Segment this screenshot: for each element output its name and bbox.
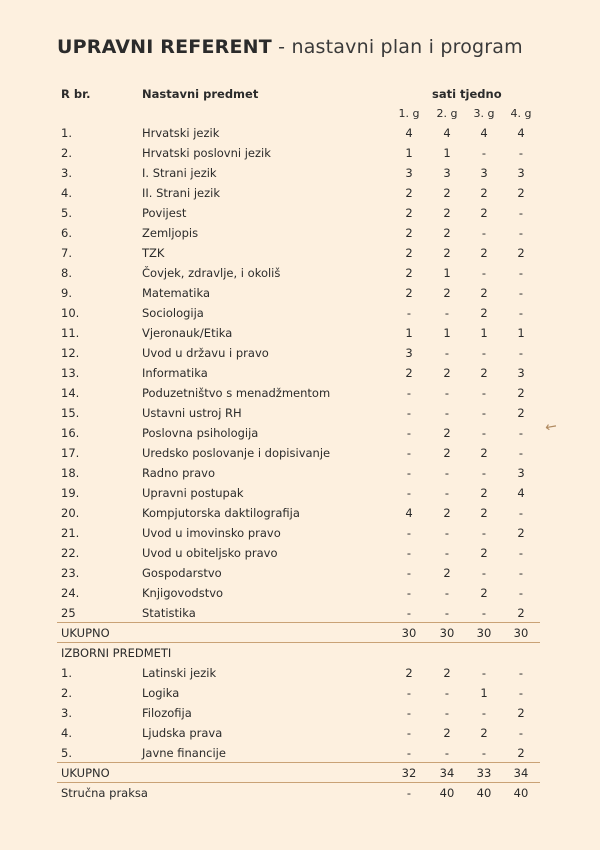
subject-name: TZK: [142, 246, 165, 260]
row-number: 21.: [61, 526, 80, 540]
row-number: 22.: [61, 546, 80, 560]
subject-row: [0, 483, 600, 503]
subject-name: Hrvatski poslovni jezik: [142, 146, 271, 160]
subject-name: Zemljopis: [142, 226, 199, 240]
subject-name: Poduzetništvo s menadžmentom: [142, 386, 331, 400]
subject-name: Logika: [142, 686, 180, 700]
elective-row: [0, 743, 600, 763]
subject-name: Radno pravo: [142, 466, 215, 480]
hours-year-2: 4: [443, 126, 451, 140]
hours-year-4: 2: [517, 746, 525, 760]
hours-year-2: 2: [443, 666, 451, 680]
row-number: 18.: [61, 466, 80, 480]
subject-name: Statistika: [142, 606, 196, 620]
row-number: 19.: [61, 486, 80, 500]
subject-name: Uvod u obiteljsko pravo: [142, 546, 278, 560]
row-number: 11.: [61, 326, 80, 340]
elective-row: [0, 703, 600, 723]
hours-year-4: -: [518, 586, 524, 600]
hours-year-3: 2: [480, 186, 488, 200]
subject-row: [0, 383, 600, 403]
hours-year-4: 2: [517, 246, 525, 260]
subject-name: Uvod u imovinsko pravo: [142, 526, 281, 540]
row-number: 1.: [61, 666, 72, 680]
subject-name: Informatika: [142, 366, 208, 380]
hours-year-1: -: [406, 546, 412, 560]
hours-year-2: -: [444, 346, 450, 360]
hours-year-4: 3: [517, 166, 525, 180]
hours-year-3: -: [481, 266, 487, 280]
practice-label: Stručna praksa: [61, 786, 148, 800]
hours-year-2: -: [444, 746, 450, 760]
hours-year-2: -: [444, 606, 450, 620]
hours-year-4: 3: [517, 366, 525, 380]
hours-year-1: -: [406, 426, 412, 440]
hours-year-3: -: [481, 706, 487, 720]
total-row-2: [0, 763, 600, 783]
hours-year-4: -: [518, 426, 524, 440]
row-number: 7.: [61, 246, 72, 260]
hours-year-2: 2: [443, 206, 451, 220]
hours-year-2: 1: [443, 326, 451, 340]
hours-year-3: -: [481, 526, 487, 540]
subject-name: I. Strani jezik: [142, 166, 217, 180]
row-number: 15.: [61, 406, 80, 420]
subject-row: [0, 583, 600, 603]
hours-year-3: 2: [480, 586, 488, 600]
hours-year-1: 2: [405, 366, 413, 380]
hours-year-4: -: [518, 506, 524, 520]
hours-year-2: 3: [443, 166, 451, 180]
row-number: 9.: [61, 286, 72, 300]
hours-year-4: 2: [517, 706, 525, 720]
hours-year-2: 2: [443, 506, 451, 520]
row-number: 3.: [61, 706, 72, 720]
hours-year-3: 40: [476, 786, 492, 800]
hours-year-3: 33: [476, 766, 492, 780]
subject-row: [0, 603, 600, 623]
hours-year-2: 34: [439, 766, 455, 780]
row-number: 4.: [61, 726, 72, 740]
title-rest: - nastavni plan i program: [271, 36, 523, 58]
hours-year-4: 3: [517, 466, 525, 480]
hours-year-4: 2: [517, 526, 525, 540]
subject-row: [0, 143, 600, 163]
hours-year-2: -: [444, 306, 450, 320]
row-number: 23.: [61, 566, 80, 580]
row-number: 3.: [61, 166, 72, 180]
hours-year-4: -: [518, 266, 524, 280]
hours-year-1: -: [406, 446, 412, 460]
subject-name: Ljudska prava: [142, 726, 223, 740]
subject-row: [0, 123, 600, 143]
col-header-year-4: 4. g: [510, 107, 532, 120]
hours-year-4: 1: [517, 326, 525, 340]
row-number: 4.: [61, 186, 72, 200]
hours-year-2: -: [444, 686, 450, 700]
row-number: 14.: [61, 386, 80, 400]
hours-year-3: -: [481, 226, 487, 240]
hours-year-2: 1: [443, 266, 451, 280]
subject-name: Uvod u državu i pravo: [142, 346, 269, 360]
col-header-year-2: 2. g: [436, 107, 458, 120]
subject-row: [0, 543, 600, 563]
subject-row: [0, 203, 600, 223]
row-number: 13.: [61, 366, 80, 380]
subject-row: [0, 563, 600, 583]
hours-year-1: 2: [405, 226, 413, 240]
hours-year-3: 30: [476, 626, 492, 640]
subject-name: Knjigovodstvo: [142, 586, 224, 600]
hours-year-2: 2: [443, 246, 451, 260]
subject-row: [0, 463, 600, 483]
page-title: [57, 36, 523, 58]
row-number: 10.: [61, 306, 80, 320]
hours-year-2: 2: [443, 286, 451, 300]
hours-year-3: 2: [480, 306, 488, 320]
subject-name: Matematika: [142, 286, 211, 300]
subject-row: [0, 183, 600, 203]
hours-year-2: -: [444, 586, 450, 600]
hours-year-2: 2: [443, 366, 451, 380]
subject-name: Čovjek, zdravlje, i okoliš: [142, 266, 281, 280]
row-number: 2.: [61, 146, 72, 160]
hours-year-3: -: [481, 146, 487, 160]
hours-year-2: -: [444, 406, 450, 420]
subject-name: Latinski jezik: [142, 666, 217, 680]
hours-year-2: 40: [439, 786, 455, 800]
hours-year-2: -: [444, 486, 450, 500]
hours-year-4: -: [518, 346, 524, 360]
subject-row: [0, 343, 600, 363]
row-number: 5.: [61, 206, 72, 220]
hours-year-3: -: [481, 406, 487, 420]
hours-year-4: 34: [513, 766, 529, 780]
subject-row: [0, 223, 600, 243]
subject-name: Upravni postupak: [142, 486, 244, 500]
subject-name: Vjeronauk/Etika: [142, 326, 233, 340]
row-number: 8.: [61, 266, 72, 280]
hours-year-1: -: [406, 466, 412, 480]
total-label: UKUPNO: [61, 626, 110, 640]
row-number: 6.: [61, 226, 72, 240]
hours-year-4: -: [518, 546, 524, 560]
hours-year-1: -: [406, 606, 412, 620]
subject-name: Poslovna psihologija: [142, 426, 259, 440]
hours-year-4: -: [518, 226, 524, 240]
subject-row: [0, 283, 600, 303]
hours-year-1: 2: [405, 266, 413, 280]
practice-row: [0, 783, 600, 803]
hours-year-2: -: [444, 526, 450, 540]
hours-year-1: -: [406, 526, 412, 540]
hours-year-3: 2: [480, 286, 488, 300]
hours-year-2: 2: [443, 726, 451, 740]
subject-row: [0, 303, 600, 323]
elective-row: [0, 683, 600, 703]
hours-year-1: 1: [405, 326, 413, 340]
hours-year-2: -: [444, 386, 450, 400]
elective-row: [0, 663, 600, 683]
hours-year-1: -: [406, 746, 412, 760]
hours-year-1: -: [406, 406, 412, 420]
subject-row: [0, 363, 600, 383]
hours-year-3: 2: [480, 246, 488, 260]
total-label: UKUPNO: [61, 766, 110, 780]
subject-name: Uredsko poslovanje i dopisivanje: [142, 446, 331, 460]
hours-year-3: 2: [480, 446, 488, 460]
hours-year-1: 2: [405, 666, 413, 680]
hours-year-1: -: [406, 486, 412, 500]
hours-year-1: -: [406, 586, 412, 600]
arrow-mark-icon: ↙: [541, 417, 561, 437]
hours-year-3: 1: [480, 326, 488, 340]
subject-name: Povijest: [142, 206, 187, 220]
elective-row: [0, 723, 600, 743]
col-header-hours: sati tjedno: [432, 87, 502, 101]
hours-year-1: 3: [405, 346, 413, 360]
hours-year-2: 2: [443, 566, 451, 580]
row-number: 5.: [61, 746, 72, 760]
hours-year-3: -: [481, 666, 487, 680]
row-number: 20.: [61, 506, 80, 520]
row-number: 24.: [61, 586, 80, 600]
hours-year-4: -: [518, 686, 524, 700]
hours-year-1: -: [406, 386, 412, 400]
hours-year-1: 30: [401, 626, 417, 640]
subject-name: Kompjutorska daktilografija: [142, 506, 300, 520]
subject-row: [0, 163, 600, 183]
row-number: 16.: [61, 426, 80, 440]
hours-year-1: 4: [405, 506, 413, 520]
hours-year-4: 2: [517, 406, 525, 420]
title-bold: UPRAVNI REFERENT: [57, 36, 272, 58]
subject-name: Ustavni ustroj RH: [142, 406, 242, 420]
hours-year-3: 2: [480, 546, 488, 560]
hours-year-4: -: [518, 206, 524, 220]
row-number: 1.: [61, 126, 72, 140]
hours-year-2: 30: [439, 626, 455, 640]
hours-year-3: -: [481, 426, 487, 440]
subject-row: [0, 503, 600, 523]
hours-year-3: -: [481, 346, 487, 360]
hours-year-2: -: [444, 546, 450, 560]
hours-year-3: 2: [480, 486, 488, 500]
row-number: 25: [61, 606, 76, 620]
hours-year-1: -: [406, 566, 412, 580]
elective-header-row: [0, 643, 600, 663]
hours-year-1: 2: [405, 186, 413, 200]
col-header-number: R br.: [61, 87, 91, 101]
hours-year-2: -: [444, 466, 450, 480]
hours-year-4: 2: [517, 606, 525, 620]
hours-year-3: -: [481, 746, 487, 760]
col-header-year-3: 3. g: [473, 107, 495, 120]
subject-name: Filozofija: [142, 706, 192, 720]
subject-row: [0, 523, 600, 543]
hours-year-3: -: [481, 386, 487, 400]
hours-year-4: -: [518, 306, 524, 320]
hours-year-1: -: [406, 706, 412, 720]
hours-year-1: 32: [401, 766, 417, 780]
row-number: 2.: [61, 686, 72, 700]
hours-year-3: 1: [480, 686, 488, 700]
hours-year-2: 2: [443, 426, 451, 440]
col-header-year-1: 1. g: [398, 107, 420, 120]
hours-year-2: 1: [443, 146, 451, 160]
elective-header: IZBORNI PREDMETI: [61, 646, 172, 660]
subject-row: [0, 443, 600, 463]
hours-year-3: 3: [480, 166, 488, 180]
hours-year-4: 2: [517, 386, 525, 400]
hours-year-2: 2: [443, 226, 451, 240]
subject-row: [0, 243, 600, 263]
hours-year-2: 2: [443, 446, 451, 460]
hours-year-4: 40: [513, 786, 529, 800]
hours-year-1: 2: [405, 286, 413, 300]
hours-year-1: -: [406, 306, 412, 320]
hours-year-3: 2: [480, 506, 488, 520]
hours-year-4: 4: [517, 126, 525, 140]
hours-year-4: 30: [513, 626, 529, 640]
subject-name: II. Strani jezik: [142, 186, 220, 200]
hours-year-1: 1: [405, 146, 413, 160]
subject-row: [0, 263, 600, 283]
hours-year-4: 4: [517, 486, 525, 500]
hours-year-3: 2: [480, 206, 488, 220]
hours-year-4: 2: [517, 186, 525, 200]
hours-year-1: -: [406, 726, 412, 740]
total-row: [0, 623, 600, 643]
hours-year-3: 4: [480, 126, 488, 140]
row-number: 12.: [61, 346, 80, 360]
hours-year-4: -: [518, 446, 524, 460]
subject-row: [0, 423, 600, 443]
hours-year-3: 2: [480, 366, 488, 380]
subject-name: Sociologija: [142, 306, 204, 320]
subject-name: Hrvatski jezik: [142, 126, 220, 140]
hours-year-3: 2: [480, 726, 488, 740]
hours-year-4: -: [518, 286, 524, 300]
hours-year-4: -: [518, 566, 524, 580]
hours-year-1: -: [406, 686, 412, 700]
hours-year-3: -: [481, 566, 487, 580]
subject-name: Gospodarstvo: [142, 566, 222, 580]
hours-year-1: -: [406, 786, 412, 800]
hours-year-2: -: [444, 706, 450, 720]
subject-row: [0, 403, 600, 423]
subject-row: [0, 323, 600, 343]
hours-year-2: 2: [443, 186, 451, 200]
hours-year-3: -: [481, 466, 487, 480]
hours-year-4: -: [518, 666, 524, 680]
hours-year-1: 3: [405, 166, 413, 180]
subject-name: Javne financije: [142, 746, 226, 760]
hours-year-1: 4: [405, 126, 413, 140]
hours-year-1: 2: [405, 206, 413, 220]
hours-year-1: 2: [405, 246, 413, 260]
row-number: 17.: [61, 446, 80, 460]
hours-year-4: -: [518, 726, 524, 740]
col-header-subject: Nastavni predmet: [142, 87, 259, 101]
hours-year-4: -: [518, 146, 524, 160]
hours-year-3: -: [481, 606, 487, 620]
